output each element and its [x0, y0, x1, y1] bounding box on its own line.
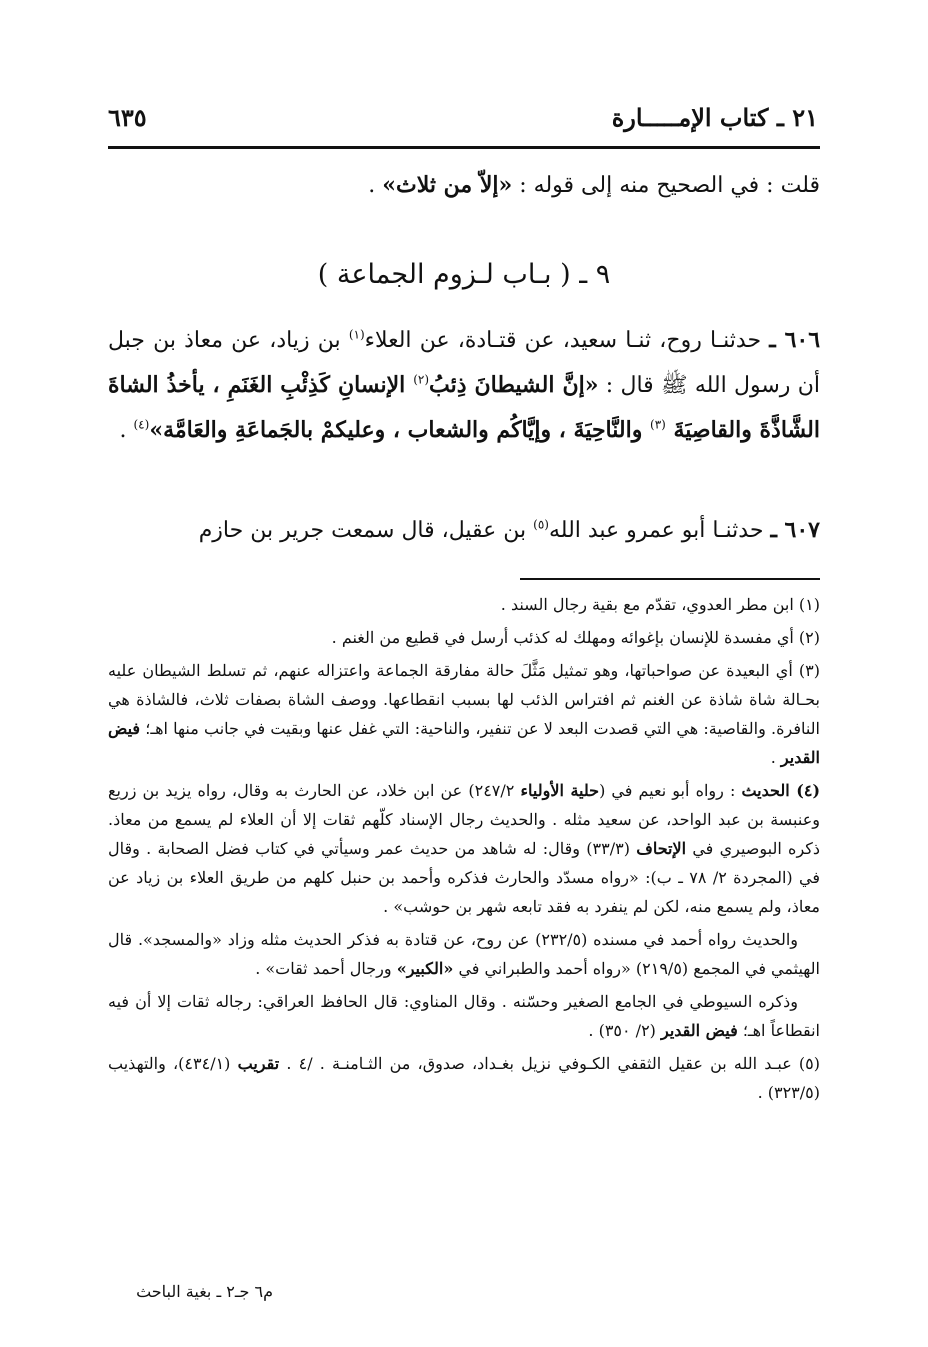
footnote-3-text: (٣) أي البعيدة عن صواحباتها، وهو تمثيل مَثَّلَ حالة مفارقة الجماعة واعتزاله عنهم، ثم تسلط الشيطان عليه بحـالة شاة شاذة عن الغنم ثم افتراس الذئب لها بسبب انقطاعها. ووصف الشاة بصفات ثلاث، فالشاذة هي النافرة. والقاصية: هي التي قصدت البعد لا عن تنفير، والناحية: التي غفل عنها وبقيت في جانب منها اهـ؛: [108, 661, 820, 738]
footnote-3-end: .: [770, 748, 781, 767]
footnote-4-p2-a: والحديث رواه أحمد في مسنده (٢٣٢/٥) عن روح، عن قتادة به فذكر الحديث مثله وزاد «والمسجد». قال الهيثمي في المجمع (٢١٩/٥) «رواه أحمد والطبراني في: [108, 930, 820, 978]
footnote-4-p3-a: وذكره السيوطي في الجامع الصغير وحسّنه . وقال المناوي: قال الحافظ العراقي: رجاله ثقات إلا أن فيه انقطاعاً اهـ؛: [108, 992, 820, 1040]
hadith-607-isnad: حدثنـا أبو عمرو عبد الله: [548, 518, 771, 543]
footnote-2: (٢) أي مفسدة للإنسان بإغوائه ومهلك له كذئب أرسل في قطيع من الغنم .: [331, 628, 820, 647]
intro-end: .: [368, 173, 383, 198]
intro-text: قلت : في الصحيح منه إلى قوله :: [512, 173, 820, 198]
footnotes: [108, 590, 820, 1111]
page-number: ٦٣٥: [108, 102, 147, 132]
hadith-606-number: ٦٠٦ ـ: [769, 327, 821, 353]
footnote-4-para-2: [108, 925, 820, 983]
running-header: [108, 96, 818, 138]
footnote-4: [108, 776, 820, 921]
chapter-heading: ٩ ـ ( بـاب لـزوم الجماعة ): [317, 259, 611, 290]
footnote-5-taqrib: تقريب: [237, 1054, 280, 1073]
hadith-607: [108, 508, 820, 553]
footnote-4-a: : رواه أبو نعيم في (: [599, 781, 742, 800]
footnote-ref-4: (٤): [133, 417, 150, 432]
footnote-4-para-3: [108, 987, 820, 1045]
hadith-606-end: .: [119, 418, 134, 443]
hadith-606-matn-2: الإنسانِ كَذِئْبِ الغَنَمِ ، يأخذُ الشاةَ الشَّاذَّةَ والقاصِيَةَ: [108, 372, 820, 443]
intro-line: [108, 162, 820, 209]
hadith-607-isnad-cont: بن عقيل، قال سمعت جرير بن حازم: [198, 518, 534, 543]
footnote-5-b: (٤٣٤/١)، والتهذيب (٣٢٣/٥) .: [108, 1054, 820, 1102]
intro-quote: «إلاّ من ثلاث»: [382, 172, 513, 198]
footnote-5: [108, 1049, 820, 1107]
footnote-ref-5: (٥): [533, 517, 549, 532]
hadith-606-isnad: حدثنـا روح، ثنـا سعيد، عن قتـادة، عن العلاء: [364, 328, 770, 353]
hadith-606-matn-3: والنَّاحِيَةَ ، وإيَّاكُم والشعاب ، وعليكمْ بالجَماعَةِ والعَامَّة»: [149, 417, 650, 443]
footnote-1: (١) ابن مطر العدوي، تقدّم مع بقية رجال السند .: [500, 595, 820, 614]
header-chapter-title: ٢١ ـ كتاب الإمـــــارة: [611, 102, 818, 132]
footnote-ref-2: (٢): [413, 372, 430, 387]
footnote-4-p2-kabir: «الكبير»: [396, 959, 454, 978]
footnote-4-ithaf: الإتحاف: [636, 839, 687, 858]
footnote-4-p2-b: ورجال أحمد ثقات» .: [255, 959, 397, 978]
hadith-607-number: ٦٠٧ ـ: [770, 517, 820, 543]
header-rule: [108, 146, 820, 149]
footnote-4-p3-b: (٢/ ٣٥٠) .: [588, 1021, 661, 1040]
footnote-3-source: فيض القدير: [108, 719, 820, 767]
page-footer: م٦ جـ٢ ـ بغية الباحث: [136, 1282, 273, 1301]
footnote-rule: [520, 578, 820, 580]
footnote-ref-3: (٣): [650, 417, 666, 432]
footnote-4-b: ٢٤٧/٢) عن ابن خلاد، عن الحارث به وقال، رواه يزيد بن زريع وعنبسة بن عبد الواحد، عن سعيد مثله . والحديث رجال الإسناد كلّهم ثقات إلا أن العلاء لم يسمع من معاذ. ذكره البوصيري في: [108, 781, 821, 858]
hadith-606-matn-1: «إنَّ الشيطانَ ذِئبُ: [429, 372, 599, 398]
footnote-4-p3-source: فيض القدير: [661, 1021, 738, 1040]
footnote-ref-1: (١): [348, 327, 365, 342]
footnote-4-label: (٤) الحديث: [741, 781, 821, 800]
footnote-4-c: (٣٣/٣) وقال: له شاهد من حديث عمر وسيأتي في كتاب فضل الصحابة . وقال في (المجردة ٢/ ٧٨ ـ ب): «رواه مسدّد والحارث فذكره وأحمد بن حنبل كلهم من طريق العلاء بن زياد عن معاذ، ولم يسمع منه، لكن لم ينفرد به فقد تابعه شهر بن حوشب» .: [108, 839, 821, 916]
footnote-4-hilya: حلية الأولياء: [520, 781, 600, 800]
footnote-5-a: (٥) عبـد الله بن عقيل الثقفي الكـوفي نزيل بغـداد، صدوق، من الثـامنـة . /٤ .: [279, 1054, 821, 1073]
hadith-606-isnad-cont: بن زياد، عن معاذ بن جبل أن رسول الله ﷺ قال :: [108, 328, 820, 398]
hadith-606: [108, 318, 820, 453]
footnote-3: [108, 656, 820, 772]
